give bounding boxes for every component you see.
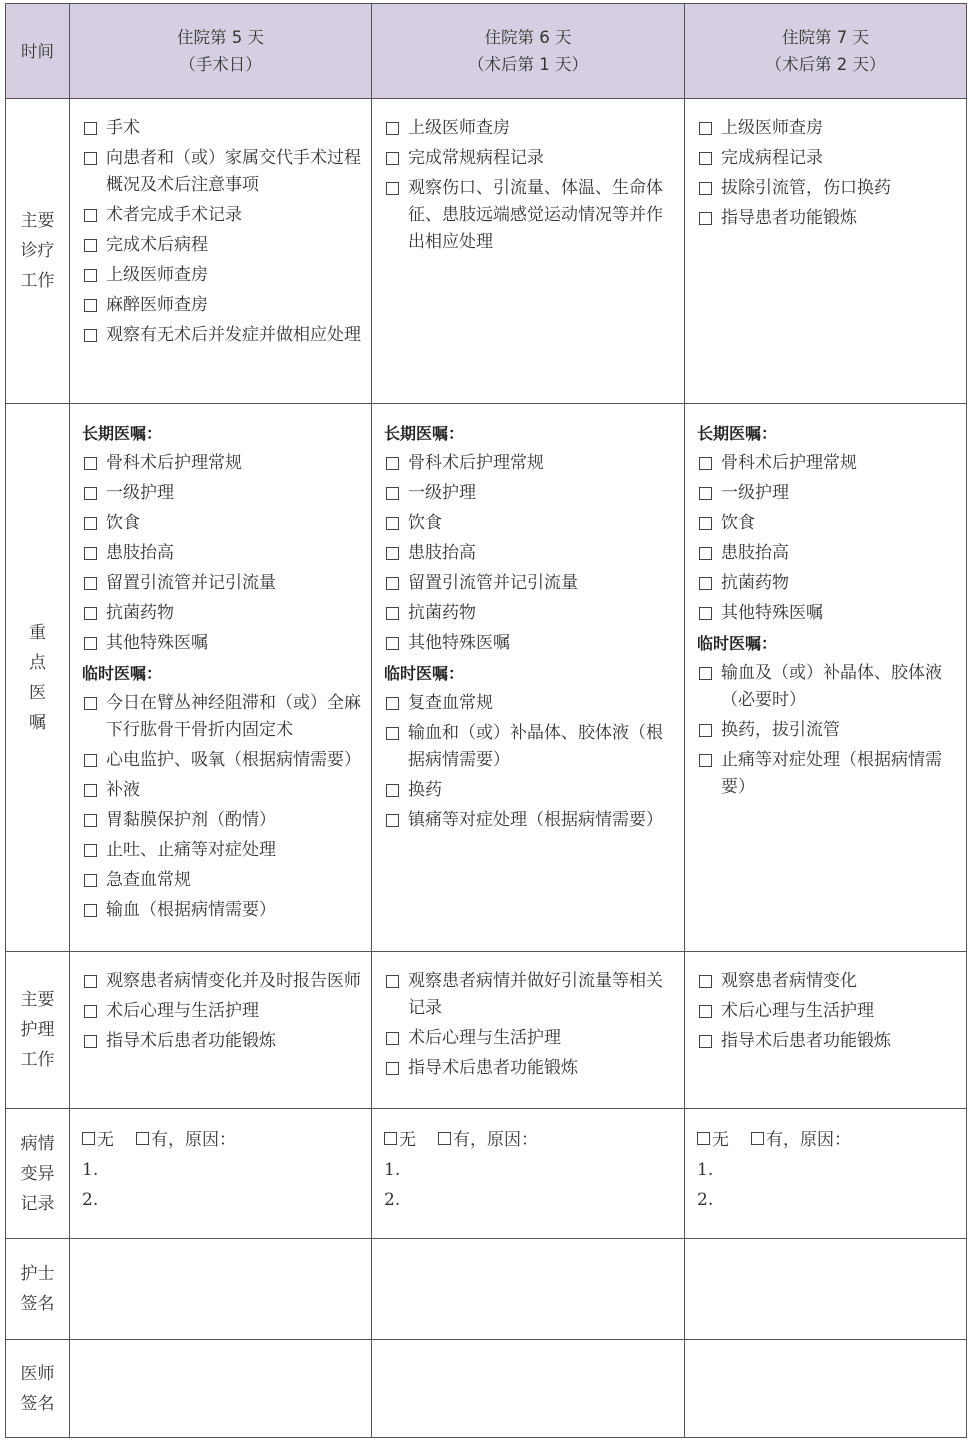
checkbox-icon[interactable] <box>699 457 712 470</box>
checklist-item-text: 拔除引流管，伤口换药 <box>721 178 891 198</box>
checklist <box>384 968 678 1082</box>
checklist-item[interactable] <box>384 720 678 774</box>
checklist-item-text: 饮食 <box>721 513 755 533</box>
long-term-orders-heading: 长期医嘱： <box>697 424 778 443</box>
checklist-item-text: 胃黏膜保护剂（酌情） <box>106 810 276 830</box>
doctor-signature-day5[interactable] <box>70 1340 372 1438</box>
checklist-item[interactable] <box>697 205 960 232</box>
checklist-item-text: 上级医师查房 <box>408 118 510 138</box>
checkbox-icon[interactable] <box>84 904 97 917</box>
checklist-item[interactable] <box>384 690 678 717</box>
temporary-orders-heading: 临时医嘱： <box>82 664 163 683</box>
checklist-item-text: 输血和（或）补晶体、胶体液（根据病情需要） <box>408 723 663 770</box>
checkbox-icon[interactable] <box>699 975 712 988</box>
checkbox-icon[interactable] <box>386 1062 399 1075</box>
row-label-doctor-signature: 医师 签名 <box>6 1340 70 1438</box>
checkbox-icon[interactable] <box>84 329 97 342</box>
checkbox-icon[interactable] <box>699 607 712 620</box>
checkbox-icon[interactable] <box>84 457 97 470</box>
row-label-key-orders: 重 点 医 嘱 <box>6 404 70 952</box>
checklist-item-text: 换药 <box>408 780 442 800</box>
nurse-signature-day5[interactable] <box>70 1239 372 1340</box>
variation-day7 <box>685 1109 967 1239</box>
checklist-item-text: 指导术后患者功能锻炼 <box>408 1058 578 1078</box>
day-header-title: 住院第 5 天 <box>177 28 264 47</box>
checklist-item[interactable] <box>384 968 678 1022</box>
checklist-item-text: 一级护理 <box>408 483 476 503</box>
checklist-item-text: 换药，拔引流管 <box>721 720 840 740</box>
temporary-orders-heading: 临时医嘱： <box>384 664 465 683</box>
checklist-item[interactable] <box>82 115 365 142</box>
checklist-item-text: 补液 <box>106 780 140 800</box>
checkbox-icon[interactable] <box>84 874 97 887</box>
checklist-item-text: 上级医师查房 <box>106 265 208 285</box>
main-work-day5 <box>70 99 372 404</box>
checkbox-icon[interactable] <box>699 152 712 165</box>
checkbox-icon[interactable] <box>84 152 97 165</box>
checkbox-icon[interactable] <box>699 517 712 530</box>
checklist-item-text: 骨科术后护理常规 <box>721 453 857 473</box>
checkbox-icon[interactable] <box>386 517 399 530</box>
checklist-item[interactable] <box>82 690 365 744</box>
variation-reason-1[interactable]: 1. <box>697 1160 714 1180</box>
checklist-item-text: 饮食 <box>408 513 442 533</box>
checklist-item-text: 观察患者病情并做好引流量等相关记录 <box>408 971 663 1018</box>
checklist-item-text: 输血及（或）补晶体、胶体液（必要时） <box>721 663 942 710</box>
doctor-signature-row <box>6 1340 967 1438</box>
checkbox-icon[interactable] <box>84 577 97 590</box>
checklist-item[interactable] <box>82 322 365 349</box>
checkbox-icon[interactable] <box>386 975 399 988</box>
checkbox-icon[interactable] <box>386 727 399 740</box>
checklist-item[interactable] <box>82 480 365 507</box>
checklist-item-text: 其他特殊医嘱 <box>721 603 823 623</box>
checkbox-icon[interactable] <box>386 182 399 195</box>
checkbox-icon[interactable] <box>699 667 712 680</box>
checklist-item-text: 指导术后患者功能锻炼 <box>721 1031 891 1051</box>
checkbox-icon[interactable] <box>386 457 399 470</box>
row-label-main-work: 主要 诊疗 工作 <box>6 99 70 404</box>
checklist-item-text: 完成常规病程记录 <box>408 148 544 168</box>
checklist-item[interactable] <box>82 600 365 627</box>
checklist-item-text: 完成术后病程 <box>106 235 208 255</box>
long-term-orders-heading: 长期医嘱： <box>82 424 163 443</box>
temporary-orders-heading: 临时医嘱： <box>697 634 778 653</box>
row-label-nursing-work: 主要 护理 工作 <box>6 952 70 1109</box>
checklist-item[interactable] <box>82 630 365 657</box>
checkbox-icon[interactable] <box>84 637 97 650</box>
checklist-item[interactable] <box>384 1025 678 1052</box>
checklist-item[interactable] <box>384 115 678 142</box>
checklist-item[interactable] <box>697 115 960 142</box>
checklist-item-text: 术后心理与生活护理 <box>721 1001 874 1021</box>
checklist-item[interactable] <box>384 145 678 172</box>
checklist-item[interactable] <box>384 777 678 804</box>
checklist-item[interactable] <box>82 777 365 804</box>
checklist-item-text: 向患者和（或）家属交代手术过程概况及术后注意事项 <box>106 148 361 195</box>
checkbox-icon[interactable] <box>699 547 712 560</box>
checklist-item[interactable] <box>697 450 960 477</box>
day-header-subtitle: （术后第 2 天） <box>765 55 886 74</box>
checklist-item-text: 上级医师查房 <box>721 118 823 138</box>
nurse-signature-day7[interactable] <box>685 1239 967 1340</box>
checkbox-icon[interactable] <box>699 1005 712 1018</box>
checklist <box>384 450 678 657</box>
checkbox-icon[interactable] <box>699 212 712 225</box>
checklist-item[interactable] <box>697 968 960 995</box>
checkbox-icon[interactable] <box>84 122 97 135</box>
checkbox-icon[interactable] <box>699 724 712 737</box>
checklist-item[interactable] <box>82 897 365 924</box>
checklist-item[interactable] <box>82 968 365 995</box>
checkbox-icon[interactable] <box>84 814 97 827</box>
checklist-item-text: 止吐、止痛等对症处理 <box>106 840 276 860</box>
checklist-item-text: 抗菌药物 <box>721 573 789 593</box>
checklist-item[interactable] <box>82 145 365 199</box>
checklist <box>82 968 365 1055</box>
checklist-item-text: 其他特殊医嘱 <box>106 633 208 653</box>
checkbox-icon[interactable] <box>84 607 97 620</box>
variation-none-checkbox[interactable]: 无 <box>697 1125 729 1155</box>
checklist-item-text: 指导患者功能锻炼 <box>721 208 857 228</box>
variation-yes-checkbox[interactable]: 有，原因： <box>136 1125 236 1155</box>
checklist-item[interactable] <box>384 630 678 657</box>
key-orders-row <box>6 404 967 952</box>
checklist <box>82 115 365 349</box>
variation-yes-checkbox[interactable]: 有，原因： <box>438 1125 538 1155</box>
checkbox-icon[interactable] <box>386 607 399 620</box>
nursing-work-day6 <box>372 952 685 1109</box>
checklist-item-text: 饮食 <box>106 513 140 533</box>
checklist-item-text: 其他特殊医嘱 <box>408 633 510 653</box>
checkbox-icon[interactable] <box>386 1032 399 1045</box>
checklist-item[interactable] <box>82 1028 365 1055</box>
header-row <box>6 4 967 99</box>
checklist-item[interactable] <box>82 998 365 1025</box>
checklist-item-text: 镇痛等对症处理（根据病情需要） <box>408 810 663 830</box>
checklist <box>697 660 960 801</box>
key-orders-day6 <box>372 404 685 952</box>
variation-none-checkbox[interactable]: 无 <box>384 1125 416 1155</box>
checklist-item-text: 术者完成手术记录 <box>106 205 242 225</box>
checkbox-icon[interactable] <box>84 517 97 530</box>
day-header-subtitle: （手术日） <box>179 55 262 74</box>
nurse-signature-day6[interactable] <box>372 1239 685 1340</box>
checklist-item-text: 术后心理与生活护理 <box>106 1001 259 1021</box>
checkbox-icon[interactable] <box>84 299 97 312</box>
checkbox-icon[interactable] <box>84 697 97 710</box>
checklist-item[interactable] <box>82 202 365 229</box>
checklist-item-text: 骨科术后护理常规 <box>408 453 544 473</box>
checkbox-icon[interactable] <box>386 697 399 710</box>
checklist <box>82 690 365 924</box>
doctor-signature-day6[interactable] <box>372 1340 685 1438</box>
clinical-pathway-table <box>5 3 967 1438</box>
checklist-item-text: 抗菌药物 <box>106 603 174 623</box>
checklist-item[interactable] <box>384 807 678 834</box>
checkbox-icon[interactable] <box>699 754 712 767</box>
checkbox-icon[interactable] <box>84 975 97 988</box>
checklist-item-text: 麻醉医师查房 <box>106 295 208 315</box>
checklist-item[interactable] <box>384 570 678 597</box>
checklist-item-text: 留置引流管并记引流量 <box>408 573 578 593</box>
checklist <box>384 115 678 256</box>
checkbox-icon[interactable] <box>84 844 97 857</box>
checkbox-icon[interactable] <box>386 547 399 560</box>
day-header-5 <box>70 4 372 99</box>
checklist-item[interactable] <box>82 867 365 894</box>
checklist-item-text: 留置引流管并记引流量 <box>106 573 276 593</box>
checklist-item-text: 观察患者病情变化 <box>721 971 857 991</box>
checkbox-icon[interactable] <box>386 152 399 165</box>
checkbox-icon[interactable] <box>386 122 399 135</box>
checklist <box>384 690 678 834</box>
checklist-item-text: 输血（根据病情需要） <box>106 900 276 920</box>
checklist-item-text: 观察患者病情变化并及时报告医师 <box>106 971 361 991</box>
checkbox-icon[interactable] <box>84 209 97 222</box>
time-header: 时间 <box>6 4 70 99</box>
checklist-item-text: 一级护理 <box>721 483 789 503</box>
checklist-item[interactable] <box>82 450 365 477</box>
checkbox-icon[interactable] <box>699 182 712 195</box>
checklist-item[interactable] <box>697 175 960 202</box>
variation-reason-2[interactable]: 2. <box>384 1190 401 1210</box>
checkbox-icon[interactable] <box>84 487 97 500</box>
checkbox-icon[interactable] <box>84 547 97 560</box>
checklist-item[interactable] <box>82 540 365 567</box>
checklist-item[interactable] <box>384 480 678 507</box>
checklist-item[interactable] <box>384 175 678 256</box>
checklist-item-text: 患肢抬高 <box>106 543 174 563</box>
variation-day6 <box>372 1109 685 1239</box>
checklist-item-text: 完成病程记录 <box>721 148 823 168</box>
checklist-item[interactable] <box>82 837 365 864</box>
checklist-item-text: 止痛等对症处理（根据病情需要） <box>721 750 942 797</box>
nurse-signature-row <box>6 1239 967 1340</box>
checkbox-icon[interactable] <box>84 784 97 797</box>
checkbox-icon[interactable] <box>386 487 399 500</box>
checkbox-icon[interactable] <box>699 577 712 590</box>
day-header-title: 住院第 6 天 <box>484 28 572 47</box>
checkbox-icon[interactable] <box>699 487 712 500</box>
variation-reason-1[interactable]: 1. <box>82 1160 99 1180</box>
variation-yes-checkbox[interactable]: 有，原因： <box>751 1125 851 1155</box>
key-orders-day7 <box>685 404 967 952</box>
checklist-item-text: 抗菌药物 <box>408 603 476 623</box>
checklist-item-text: 骨科术后护理常规 <box>106 453 242 473</box>
day-header-subtitle: （术后第 1 天） <box>468 55 588 74</box>
variation-day5 <box>70 1109 372 1239</box>
checklist-item[interactable] <box>384 510 678 537</box>
checkbox-icon[interactable] <box>386 784 399 797</box>
checkbox-icon[interactable] <box>84 269 97 282</box>
main-work-row <box>6 99 967 404</box>
checklist-item-text: 术后心理与生活护理 <box>408 1028 561 1048</box>
row-label-nurse-signature: 护士 签名 <box>6 1239 70 1340</box>
variation-reason-2[interactable]: 2. <box>82 1190 99 1210</box>
variation-none-checkbox[interactable]: 无 <box>82 1125 114 1155</box>
day-header-title: 住院第 7 天 <box>782 28 869 47</box>
day-header-6 <box>372 4 685 99</box>
checklist-item[interactable] <box>697 717 960 744</box>
variation-reason-1[interactable]: 1. <box>384 1160 401 1180</box>
checklist-item[interactable] <box>697 510 960 537</box>
checklist-item-text: 指导术后患者功能锻炼 <box>106 1031 276 1051</box>
nursing-work-day5 <box>70 952 372 1109</box>
variation-row <box>6 1109 967 1239</box>
checklist-item[interactable] <box>82 510 365 537</box>
checklist-item-text: 心电监护、吸氧（根据病情需要） <box>106 750 361 770</box>
checklist-item-text: 观察有无术后并发症并做相应处理 <box>106 325 361 345</box>
checklist-item-text: 患肢抬高 <box>721 543 789 563</box>
checkbox-icon[interactable] <box>699 122 712 135</box>
checklist-item-text: 今日在臂丛神经阻滞和（或）全麻下行肱骨干骨折内固定术 <box>106 693 361 740</box>
checkbox-icon[interactable] <box>84 1035 97 1048</box>
day-header-7 <box>685 4 967 99</box>
checklist-item-text: 复查血常规 <box>408 693 493 713</box>
checklist-item-text: 急查血常规 <box>106 870 191 890</box>
checklist-item-text: 观察伤口、引流量、体温、生命体征、患肢远端感觉运动情况等并作出相应处理 <box>408 178 663 252</box>
checklist-item[interactable] <box>82 292 365 319</box>
checkbox-icon[interactable] <box>386 814 399 827</box>
nursing-work-row <box>6 952 967 1109</box>
checklist-item[interactable] <box>384 540 678 567</box>
checkbox-icon[interactable] <box>84 754 97 767</box>
checklist-item[interactable] <box>697 660 960 714</box>
checkbox-icon[interactable] <box>386 577 399 590</box>
checkbox-icon[interactable] <box>386 637 399 650</box>
checkbox-icon[interactable] <box>84 1005 97 1018</box>
checklist <box>697 115 960 232</box>
checklist <box>82 450 365 657</box>
nursing-work-day7 <box>685 952 967 1109</box>
checklist-item[interactable] <box>384 600 678 627</box>
checklist-item-text: 患肢抬高 <box>408 543 476 563</box>
checklist-item[interactable] <box>697 1028 960 1055</box>
checklist-item-text: 一级护理 <box>106 483 174 503</box>
main-work-day6 <box>372 99 685 404</box>
checklist-item[interactable] <box>697 145 960 172</box>
checklist-item[interactable] <box>82 807 365 834</box>
checklist-item[interactable] <box>82 570 365 597</box>
checklist-item[interactable] <box>384 450 678 477</box>
main-work-day7 <box>685 99 967 404</box>
key-orders-day5 <box>70 404 372 952</box>
long-term-orders-heading: 长期医嘱： <box>384 424 465 443</box>
checklist-item[interactable] <box>697 540 960 567</box>
checklist-item-text: 手术 <box>106 118 140 138</box>
checklist-item[interactable] <box>82 262 365 289</box>
checklist-item[interactable] <box>697 480 960 507</box>
checklist-item[interactable] <box>697 600 960 627</box>
doctor-signature-day7[interactable] <box>685 1340 967 1438</box>
checklist-item[interactable] <box>697 747 960 801</box>
checklist-item[interactable] <box>82 232 365 259</box>
row-label-variation: 病情 变异 记录 <box>6 1109 70 1239</box>
checklist-item[interactable] <box>82 747 365 774</box>
checklist-item[interactable] <box>697 570 960 597</box>
clinical-pathway-page <box>5 3 966 1439</box>
checklist <box>697 450 960 627</box>
checklist-item[interactable] <box>697 998 960 1025</box>
checkbox-icon[interactable] <box>84 239 97 252</box>
checklist <box>697 968 960 1055</box>
checklist-item[interactable] <box>384 1055 678 1082</box>
checkbox-icon[interactable] <box>699 1035 712 1048</box>
variation-reason-2[interactable]: 2. <box>697 1190 714 1210</box>
